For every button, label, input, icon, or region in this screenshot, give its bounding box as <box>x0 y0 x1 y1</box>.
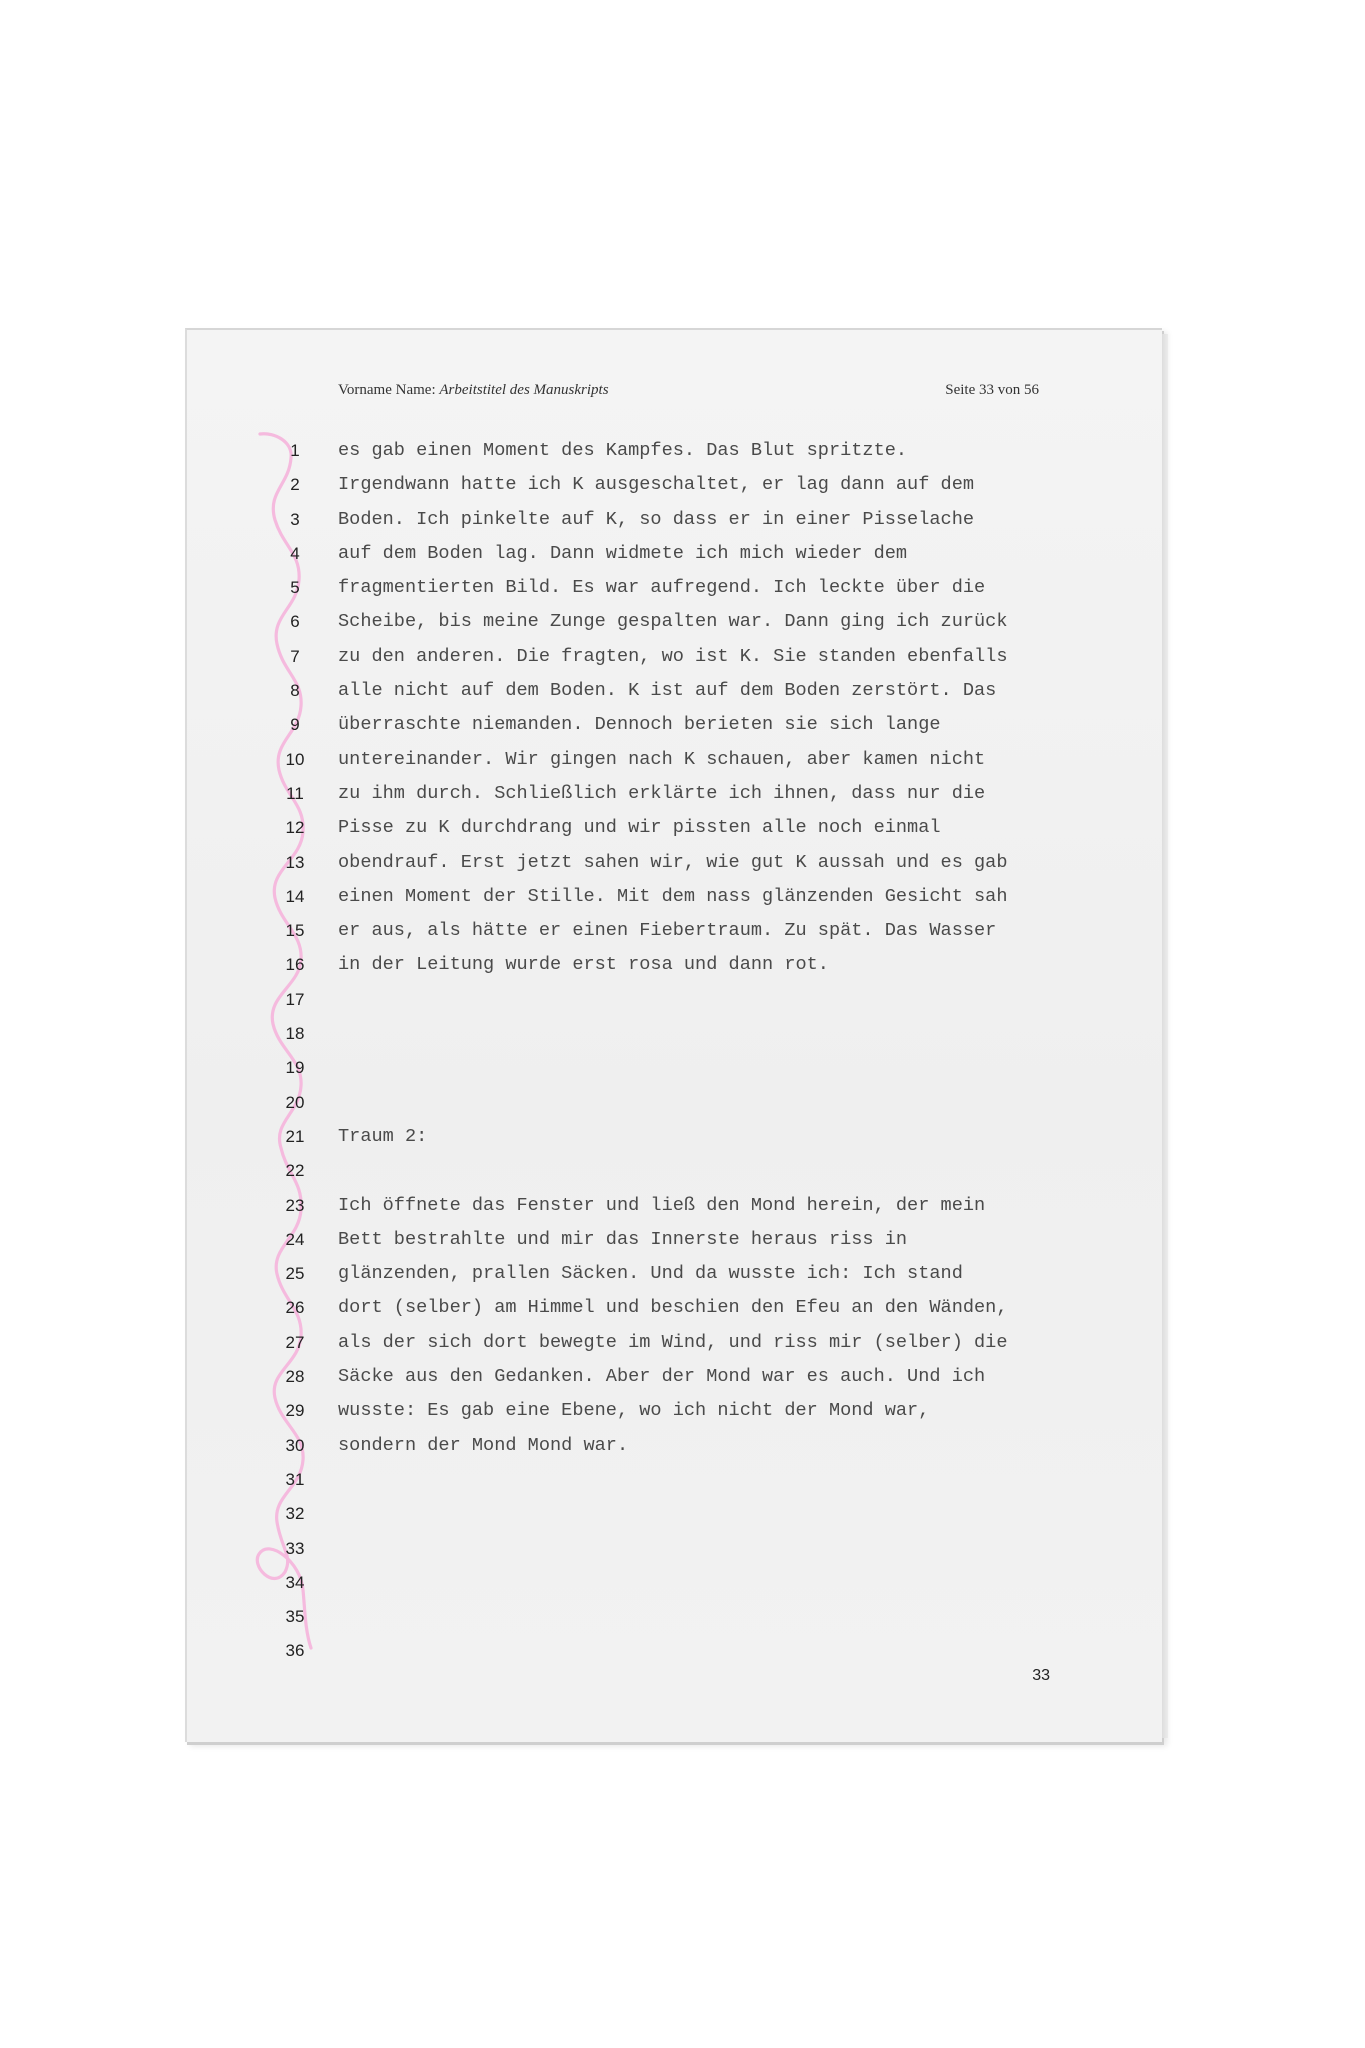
line-number: 22 <box>285 1161 305 1181</box>
text-line: Ich öffnete das Fenster und ließ den Mond herein, der mein <box>338 1194 986 1216</box>
text-line <box>338 1497 1058 1531</box>
line-number: 24 <box>285 1229 305 1249</box>
header-page-info: Seite 33 von 56 <box>945 382 1039 398</box>
line-number: 21 <box>285 1126 305 1146</box>
line-number: 20 <box>285 1092 305 1112</box>
line-number: 7 <box>290 646 300 666</box>
line-number: 27 <box>285 1332 305 1352</box>
line-number: 18 <box>285 1024 305 1044</box>
manuscript-page <box>185 328 1162 1742</box>
text-line: dort (selber) am Himmel und beschien den Efeu an den Wänden, <box>338 1297 1008 1319</box>
line-number: 33 <box>285 1538 305 1558</box>
text-line: Boden. Ich pinkelte auf K, so dass er in einer Pisselache <box>338 508 975 530</box>
text-line: zu ihm durch. Schließlich erklärte ich ihnen, dass nur die <box>338 782 986 804</box>
text-line <box>338 1600 1058 1634</box>
line-number: 4 <box>290 543 300 563</box>
line-number: 2 <box>290 475 300 495</box>
line-number: 32 <box>285 1504 305 1524</box>
page-header <box>338 382 1039 404</box>
text-line: als der sich dort bewegte im Wind, und riss mir (selber) die <box>338 1331 1008 1353</box>
text-line <box>338 1566 1058 1600</box>
text-line: auf dem Boden lag. Dann widmete ich mich wieder dem <box>338 542 908 564</box>
manuscript-body <box>338 434 1058 1669</box>
page-edge <box>1162 334 1168 1738</box>
text-line <box>338 1017 1058 1051</box>
header-title: Arbeitstitel des Manuskripts <box>439 382 609 398</box>
line-number: 14 <box>285 886 305 906</box>
line-number: 9 <box>290 715 300 735</box>
text-line <box>338 1051 1058 1085</box>
line-number: 12 <box>285 818 305 838</box>
line-number: 19 <box>285 1058 305 1078</box>
header-author-title <box>338 382 609 399</box>
text-line <box>338 983 1058 1017</box>
text-line <box>338 1086 1058 1120</box>
text-line: glänzenden, prallen Säcken. Und da wusste ich: Ich stand <box>338 1263 963 1285</box>
text-line: überraschte niemanden. Dennoch berieten sie sich lange <box>338 714 941 736</box>
text-line: einen Moment der Stille. Mit dem nass glänzenden Gesicht sah <box>338 885 1008 907</box>
text-line <box>338 1463 1058 1497</box>
text-line: Pisse zu K durchdrang und wir pissten alle noch einmal <box>338 817 941 839</box>
line-number: 3 <box>290 509 300 529</box>
line-number: 25 <box>285 1264 305 1284</box>
line-number: 35 <box>285 1607 305 1627</box>
text-line: es gab einen Moment des Kampfes. Das Blut spritzte. <box>338 440 908 461</box>
line-number: 26 <box>285 1298 305 1318</box>
line-number: 29 <box>285 1401 305 1421</box>
text-line: untereinander. Wir gingen nach K schauen, aber kamen nicht <box>338 748 986 770</box>
text-line: sondern der Mond Mond war. <box>338 1434 629 1456</box>
footer-page-number: 33 <box>1032 1667 1050 1684</box>
line-number: 11 <box>286 783 304 803</box>
line-number: 8 <box>290 681 300 701</box>
line-number: 13 <box>285 852 305 872</box>
text-line <box>338 1154 1058 1188</box>
line-number: 23 <box>285 1195 305 1215</box>
line-number: 1 <box>290 441 300 460</box>
text-line: Bett bestrahlte und mir das Innerste heraus riss in <box>338 1228 908 1250</box>
text-line: zu den anderen. Die fragten, wo ist K. Sie standen ebenfalls <box>338 645 1008 667</box>
section-heading: Traum 2: <box>338 1125 428 1147</box>
line-number: 6 <box>290 612 300 632</box>
text-line <box>338 1532 1058 1566</box>
line-number: 30 <box>285 1435 305 1455</box>
text-line: Säcke aus den Gedanken. Aber der Mond war es auch. Und ich <box>338 1366 986 1388</box>
line-number: 15 <box>285 921 305 941</box>
text-line <box>338 1634 1058 1668</box>
text-line: fragmentierten Bild. Es war aufregend. Ich leckte über die <box>338 577 986 599</box>
line-number: 36 <box>285 1641 305 1661</box>
line-number: 34 <box>285 1572 305 1592</box>
line-number: 28 <box>285 1367 305 1387</box>
text-line: obendrauf. Erst jetzt sahen wir, wie gut K aussah und es gab <box>338 851 1008 873</box>
text-line: er aus, als hätte er einen Fiebertraum. Zu spät. Das Wasser <box>338 920 997 942</box>
text-line: Irgendwann hatte ich K ausgeschaltet, er lag dann auf dem <box>338 474 975 496</box>
text-line: alle nicht auf dem Boden. K ist auf dem Boden zerstört. Das <box>338 680 997 702</box>
header-author: Vorname Name: <box>338 382 436 398</box>
text-line: in der Leitung wurde erst rosa und dann rot. <box>338 954 829 976</box>
line-number-column <box>275 434 315 1669</box>
text-line: wusste: Es gab eine Ebene, wo ich nicht der Mond war, <box>338 1400 930 1422</box>
line-number: 10 <box>285 749 305 769</box>
line-number: 16 <box>285 955 305 975</box>
line-number: 5 <box>290 578 300 598</box>
line-number: 17 <box>285 989 305 1009</box>
text-line: Scheibe, bis meine Zunge gespalten war. Dann ging ich zurück <box>338 611 1008 633</box>
line-number: 31 <box>285 1469 305 1489</box>
